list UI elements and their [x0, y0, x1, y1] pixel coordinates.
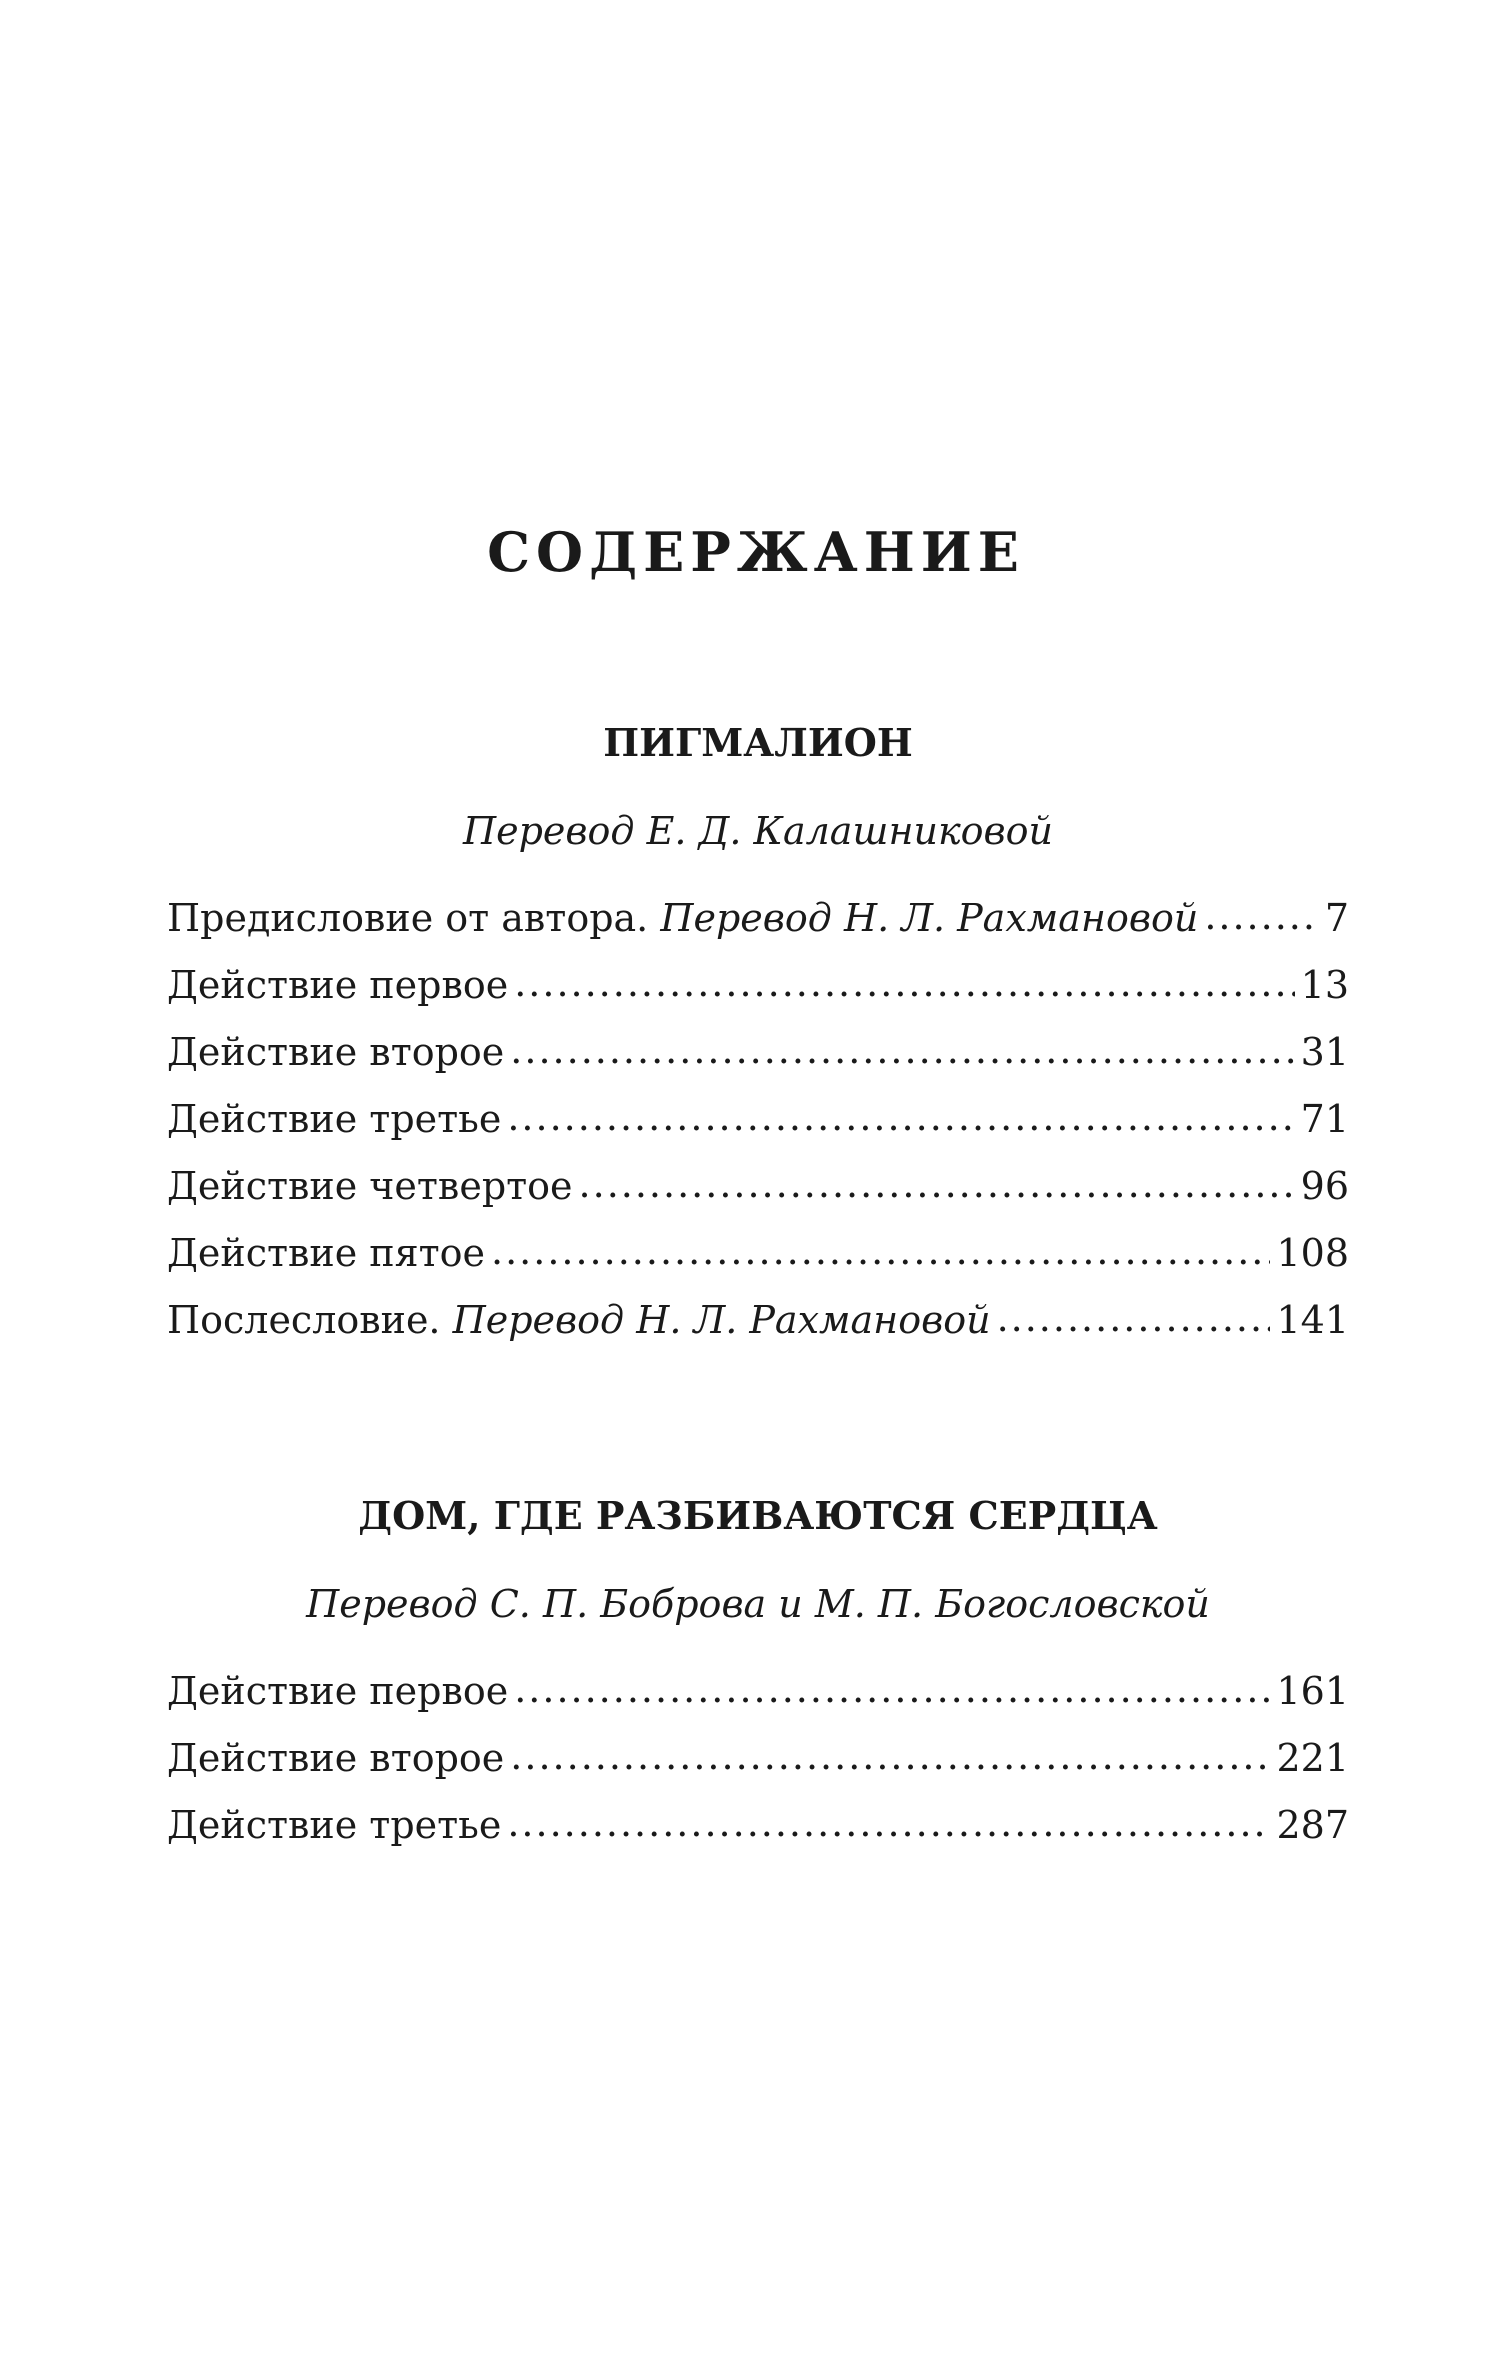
entry-page-number: 108 [1276, 1231, 1349, 1275]
entry-label [167, 1725, 504, 1792]
contents-list [167, 1658, 1349, 1859]
dot-leader [510, 1017, 1294, 1084]
entry-label [167, 1153, 573, 1220]
contents-section-pygmalion [167, 715, 1349, 1354]
entry-title: Действие второе [167, 1736, 505, 1780]
entry-title: Действие третье [167, 1803, 502, 1847]
entry-page-number: 71 [1300, 1097, 1349, 1141]
entry-page-number: 31 [1300, 1030, 1349, 1074]
entry-page-number: 287 [1276, 1803, 1349, 1847]
entry-label [167, 1220, 485, 1287]
dot-leader [997, 1285, 1271, 1352]
entry-title: Действие первое [167, 1669, 509, 1713]
contents-entry[interactable] [167, 1725, 1349, 1792]
entry-page-number: 161 [1276, 1669, 1349, 1713]
dot-leader [507, 1084, 1294, 1151]
contents-entry[interactable] [167, 1086, 1349, 1153]
section-translator: Перевод С. П. Боброва и М. П. Богословской [306, 1582, 1210, 1626]
page-title: СОДЕРЖАНИЕ [487, 520, 1025, 584]
dot-leader [514, 950, 1294, 1017]
entry-translator: Перевод Н. Л. Рахмановой [660, 896, 1199, 940]
entry-title: Действие третье [167, 1097, 502, 1141]
entry-title: Действие пятое [167, 1231, 485, 1275]
contents-section-heartbreak-house [167, 1488, 1349, 1859]
contents-entry[interactable] [167, 1220, 1349, 1287]
entry-title: Послесловие. [167, 1298, 453, 1342]
section-title: ПИГМАЛИОН [603, 720, 913, 765]
entry-title: Действие четвертое [167, 1164, 573, 1208]
entry-page-number: 13 [1300, 963, 1349, 1007]
entry-page-number: 221 [1276, 1736, 1349, 1780]
contents-entry[interactable] [167, 885, 1349, 952]
entry-page-number: 7 [1324, 896, 1349, 940]
contents-entry[interactable] [167, 1658, 1349, 1725]
entry-title: Действие второе [167, 1030, 505, 1074]
dot-leader [510, 1723, 1270, 1790]
contents-entry[interactable] [167, 1792, 1349, 1859]
contents-entry[interactable] [167, 1287, 1349, 1354]
entry-page-number: 141 [1276, 1298, 1349, 1342]
entry-translator: Перевод Н. Л. Рахмановой [452, 1298, 991, 1342]
contents-entry[interactable] [167, 1153, 1349, 1220]
entry-title: Предисловие от автора. [167, 896, 661, 940]
entry-label [167, 1019, 504, 1086]
entry-page-number: 96 [1300, 1164, 1349, 1208]
dot-leader [514, 1656, 1270, 1723]
entry-title: Действие первое [167, 963, 509, 1007]
contents-entry[interactable] [167, 952, 1349, 1019]
entry-label [167, 1792, 501, 1859]
entry-label [167, 1287, 991, 1354]
entry-label [167, 952, 508, 1019]
contents-list [167, 885, 1349, 1354]
section-translator: Перевод Е. Д. Калашниковой [462, 809, 1053, 853]
dot-leader [507, 1790, 1270, 1857]
dot-leader [491, 1218, 1270, 1285]
entry-label [167, 1658, 508, 1725]
dot-leader [579, 1151, 1295, 1218]
dot-leader [1204, 883, 1319, 950]
entry-label [167, 1086, 501, 1153]
section-title: ДОМ, ГДЕ РАЗБИВАЮТСЯ СЕРДЦА [358, 1493, 1158, 1538]
entry-label [167, 885, 1198, 952]
contents-entry[interactable] [167, 1019, 1349, 1086]
